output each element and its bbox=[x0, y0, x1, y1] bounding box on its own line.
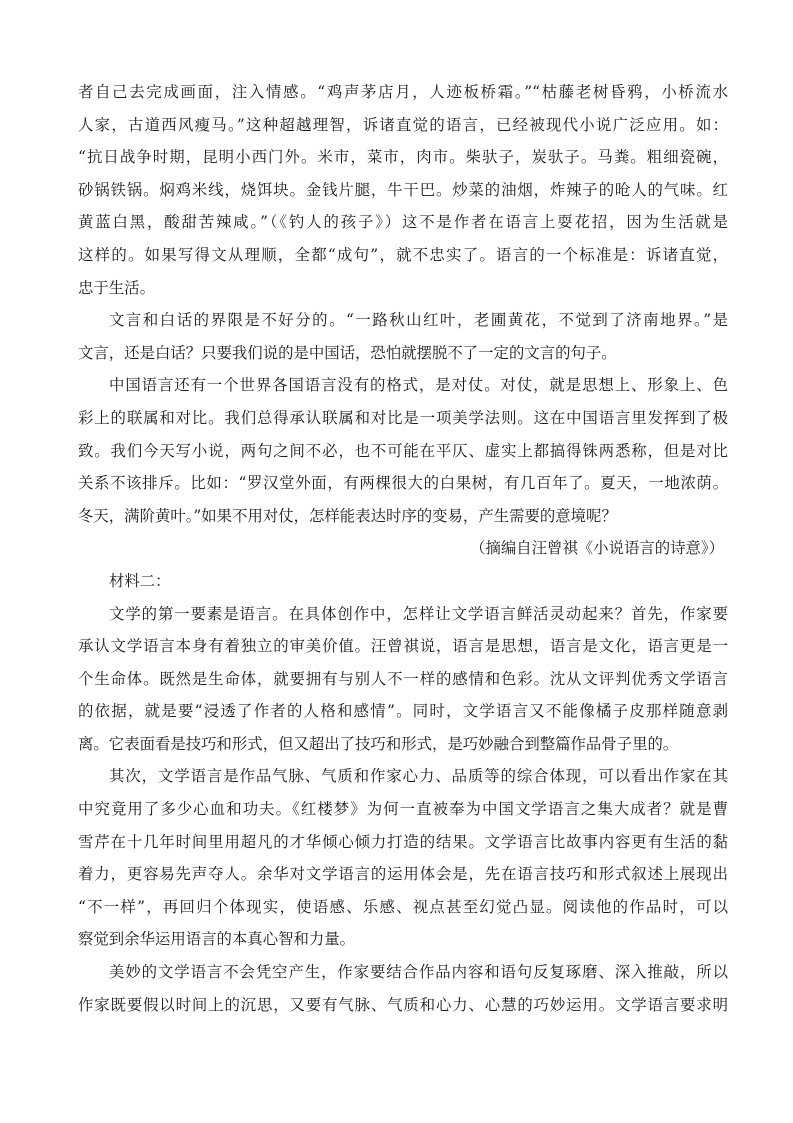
paragraph-start-line: 其次，文学语言是作品气脉、气质和作家心力、品质等的综合体现，可以看出作家在其 bbox=[109, 767, 728, 786]
text-line: 离。它表面看是技巧和形式，但又超出了技巧和形式，是巧妙融合到整篇作品骨子里的。 bbox=[78, 734, 679, 753]
source-citation: （摘编自汪曾祺《小说语言的诗意》） bbox=[470, 539, 724, 558]
text-line: 的依据，就是要“浸透了作者的人格和感情”。同时，文学语言又不能像橘子皮那样随意剥 bbox=[78, 702, 728, 721]
text-line: 个生命体。既然是生命体，就要拥有与别人不一样的感情和色彩。沈从文评判优秀文学语言 bbox=[78, 669, 728, 688]
text-line: 雪芹在十几年时间里用超凡的才华倾心倾力打造的结果。文学语言比故事内容更有生活的黏 bbox=[78, 832, 728, 851]
text-line: 黄蓝白黑，酸甜苦辣咸。”（《钓人的孩子》）这不是作者在语言上耍花招，因为生活就是 bbox=[78, 213, 728, 232]
text-line: 者自己去完成画面，注入情感。“鸡声茅店月，人迹板桥霜。”“枯藤老树昏鸦，小桥流水 bbox=[78, 83, 728, 101]
text-line: 承认文学语言本身有着独立的审美价值。汪曾祺说，语言是思想，语言是文化，语言更是一 bbox=[78, 637, 728, 656]
text-line: 察觉到余华运用语言的本真心智和力量。 bbox=[78, 930, 356, 949]
text-line: 中究竟用了多少心血和功夫。《红楼梦》为何一直被奉为中国文学语言之集大成者？就是曹 bbox=[78, 800, 728, 819]
text-line: 冬天，满阶黄叶。”如果不用对仗，怎样能表达时序的变易，产生需要的意境呢？ bbox=[78, 506, 617, 525]
paragraph-start-line: 美妙的文学语言不会凭空产生，作家要结合作品内容和语句反复琢磨、深入推敲，所以 bbox=[109, 963, 728, 982]
text-line: 人家，古道西风瘦马。”这种超越理智，诉诸直觉的语言，已经被现代小说广泛应用。如： bbox=[78, 115, 728, 134]
document-page bbox=[78, 76, 728, 1021]
text-line: 关系不该排斥。比如：“罗汉堂外面，有两棵很大的白果树，有几百年了。夏天，一地浓荫。 bbox=[78, 474, 728, 493]
paragraph-start-line: 中国语言还有一个世界各国语言没有的格式，是对仗。对仗，就是思想上、形象上、色 bbox=[109, 376, 728, 395]
text-line: 彩上的联属和对比。我们总得承认联属和对比是一项美学法则。这在中国语言里发挥到了极 bbox=[78, 408, 728, 427]
text-line: 着力，更容易先声夺人。余华对文学语言的运用体会是，先在语言技巧和形式叙述上展现出 bbox=[78, 865, 728, 884]
text-line: 作家既要假以时间上的沉思，又要有气脉、气质和心力、心慧的巧妙运用。文学语言要求明 bbox=[78, 995, 728, 1014]
text-line: 致。我们今天写小说，两句之间不必，也不可能在平仄、虚实上都搞得铢两悉称，但是对比 bbox=[78, 441, 728, 460]
text-line: 文言，还是白话？只要我们说的是中国话，恐怕就摆脱不了一定的文言的句子。 bbox=[78, 343, 617, 362]
paragraph-start-line: 文言和白话的界限是不好分的。“一路秋山红叶，老圃黄花，不觉到了济南地界。”是 bbox=[109, 311, 728, 330]
paragraph-start-line: 文学的第一要素是语言。在具体创作中，怎样让文学语言鲜活灵动起来？首先，作家要 bbox=[109, 604, 728, 623]
text-line: 这样的。如果写得文从理顺，全都“成句”，就不忠实了。语言的一个标准是：诉诸直觉， bbox=[78, 245, 728, 264]
text-line: “抗日战争时期，昆明小西门外。米市，菜市，肉市。柴驮子，炭驮子。马粪。粗细瓷碗， bbox=[78, 148, 728, 167]
text-line: 忠于生活。 bbox=[78, 278, 155, 297]
material-heading: 材料二： bbox=[109, 571, 171, 590]
text-line: “不一样”，再回归个体现实，使语感、乐感、视点甚至幻觉凸显。阅读他的作品时，可以 bbox=[78, 897, 728, 916]
text-line: 砂锅铁锅。焖鸡米线，烧饵块。金钱片腿，牛干巴。炒菜的油烟，炸辣子的呛人的气味。红 bbox=[78, 180, 728, 199]
